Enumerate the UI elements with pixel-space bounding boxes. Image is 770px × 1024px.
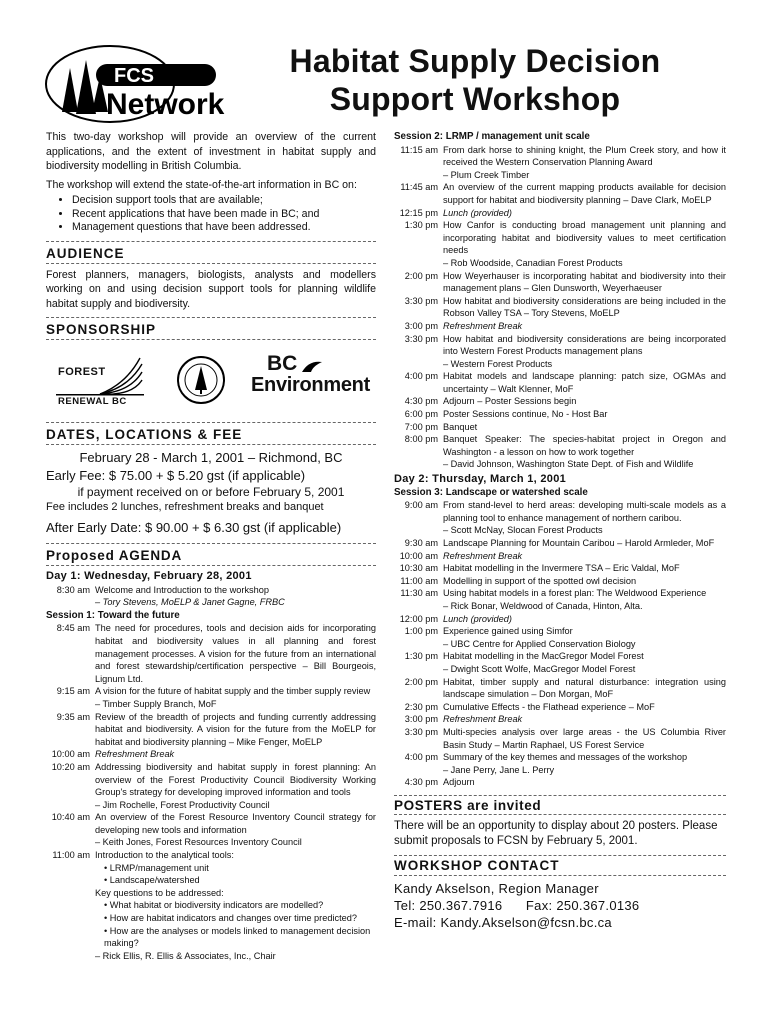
agenda-time: 1:00 pm <box>404 626 438 637</box>
intro-bullets <box>46 194 376 235</box>
agenda-row <box>394 295 726 320</box>
audience-heading: AUDIENCE <box>46 245 125 261</box>
agenda-speaker: – Keith Jones, Forest Resources Inventory Council <box>95 837 302 848</box>
agenda-text: Landscape Planning for Mountain Caribou – Harold Armleder, MoF <box>443 538 715 548</box>
agenda-speaker: – Jane Perry, Jane L. Perry <box>443 764 555 775</box>
agenda-text: From dark horse to shining knight, the Plum Creek story, and how it received the Western Conservation Planning Award <box>443 144 726 168</box>
contact-name: Kandy Akselson, Region Manager <box>394 881 599 897</box>
agenda-speaker: – Plum Creek Timber <box>443 169 530 180</box>
agenda-text: Modelling in support of the spotted owl decision <box>443 575 637 586</box>
session3-heading: Session 3: Landscape or watershed scale <box>394 486 588 498</box>
agenda-speaker: – David Johnson, Washington State Dept. of Fish and Wildlife <box>443 459 694 470</box>
dates-heading: DATES, LOCATIONS & FEE <box>46 427 243 442</box>
agenda-time: 10:00 am <box>399 550 438 561</box>
agenda-time: 2:30 pm <box>404 701 438 712</box>
agenda-speaker: – Rick Bonar, Weldwood of Canada, Hinton, Alta. <box>443 600 643 611</box>
agenda-time: 11:00 am <box>400 575 438 586</box>
sponsorship-heading: SPONSORSHIP <box>46 322 157 337</box>
posters-text: There will be an opportunity to display about 20 posters. Please submit proposals to FCSN by February 5, 2001. <box>394 820 718 848</box>
divider <box>46 565 376 566</box>
early-fee: Early Fee: $ 75.00 + $ 5.20 gst (if applicable) <box>46 468 306 483</box>
agenda-speaker: – Tory Stevens, MoELP & Janet Gagne, FRBC <box>95 597 285 608</box>
agenda-time: 1:30 pm <box>404 651 438 662</box>
fcs-network-logo <box>40 40 240 130</box>
logo-fcs-text: FCS <box>114 65 154 87</box>
agenda-text: Summary of the key themes and messages of the workshop <box>443 752 688 763</box>
agenda-row <box>394 270 726 295</box>
agenda-text: Review of the breadth of projects and funding currently addressing habitat and biodiversity. A vision for the future from the MoELP for habitat and biodiversity planning – Mike Fenger, MoELP <box>95 711 376 747</box>
agenda-time: 11:45 am <box>400 182 438 193</box>
agenda-time: 9:35 am <box>56 711 90 722</box>
agenda-row <box>46 748 376 761</box>
agenda-text: How Canfor is conducting broad management unit planning and incorporating habitat and biodiversity values to meet certification needs <box>443 220 726 256</box>
agenda-text: An overview of the Forest Resource Inventory Council strategy for developing new tools and information <box>95 812 376 835</box>
early-fee-deadline: if payment received on or before February 5, 2001 <box>77 485 345 499</box>
agenda-text: Habitat modelling in the MacGregor Model Forest <box>443 651 644 662</box>
day1-heading: Day 1: Wednesday, February 28, 2001 <box>46 570 252 582</box>
contact-heading: WORKSHOP CONTACT <box>394 858 560 874</box>
agenda-text: Using habitat models in a forest plan: The Weldwood Experience <box>443 588 707 599</box>
agenda-speaker: – Timber Supply Branch, MoF <box>95 698 217 709</box>
agenda-time: 2:00 pm <box>404 270 438 281</box>
agenda-row <box>394 613 726 626</box>
agenda-day1 <box>46 570 376 962</box>
forest-renewal-logo <box>56 354 144 406</box>
agenda-row <box>394 499 726 524</box>
agenda-text: Refreshment Break <box>443 320 523 331</box>
agenda-text: Banquet <box>443 421 478 432</box>
agenda-speaker: – Rick Ellis, R. Ellis & Associates, Inc., Chair <box>95 950 276 961</box>
agenda-speaker: – Jim Rochelle, Forest Productivity Council <box>95 799 270 810</box>
agenda-text: Habitat, timber supply and natural disturbance: integration using landscape simulation – Don Morgan, MoF <box>443 676 726 700</box>
agenda-row <box>394 433 726 458</box>
agenda-time: 9:30 am <box>404 538 438 548</box>
logo-network-text: Network <box>106 88 225 121</box>
agenda-row <box>394 676 726 701</box>
audience-text: Forest planners, managers, biologists, analysts and modellers working on and using decision support tools for planning wildlife habitat supply and biodiversity. <box>46 268 376 310</box>
renewal-bc-text: RENEWAL BC <box>58 396 127 407</box>
agenda-row <box>394 625 726 638</box>
agenda-text: Addressing biodiversity and habitat supply in forest planning: An overview of the Forest Productivity Council Biodiversity Working Group's strategy for developing improved information and tools <box>95 761 376 798</box>
dates-section <box>46 449 376 537</box>
divider <box>394 855 726 856</box>
agenda-text: Adjourn <box>443 777 475 788</box>
agenda-row <box>46 811 376 836</box>
agenda-text: Introduction to the analytical tools: <box>95 850 234 861</box>
agenda-row <box>394 650 726 663</box>
divider <box>394 795 726 796</box>
right-column <box>394 130 726 931</box>
agenda-row <box>394 587 726 600</box>
forest-text: FOREST <box>58 366 106 378</box>
divider <box>46 241 376 242</box>
fee-includes: Fee includes 2 lunches, refreshment breaks and banquet <box>46 501 324 513</box>
agenda-text: Refreshment Break <box>443 550 523 561</box>
intro-extend: The workshop will extend the state-of-the-art information in BC on: <box>46 178 357 191</box>
bc-text: BC <box>267 352 298 375</box>
agenda-text: Cumulative Effects - the Flathead experience – MoF <box>443 701 655 712</box>
agenda-row <box>394 751 726 764</box>
contact-phone: Tel: 250.367.7916 Fax: 250.367.0136 <box>394 898 640 914</box>
posters-heading: POSTERS are invited <box>394 797 542 813</box>
agenda-time: 11:00 am <box>52 850 90 861</box>
agenda-row <box>394 550 726 563</box>
agenda-row <box>394 421 726 434</box>
agenda-speaker: – UBC Centre for Applied Conservation Biology <box>443 638 636 649</box>
agenda-time: 4:00 pm <box>404 371 438 382</box>
agenda-time: 3:30 pm <box>404 295 438 306</box>
agenda-text: An overview of the current mapping products available for decision support for habitat and biodiversity planning – Dave Clark, MoELP <box>443 182 726 205</box>
agenda-speaker: – Scott McNay, Slocan Forest Products <box>443 525 603 536</box>
divider <box>394 875 726 876</box>
agenda-time: 4:30 pm <box>404 396 438 407</box>
title-line-2: Support Workshop <box>329 81 621 117</box>
agenda-row <box>46 685 376 698</box>
agenda-row <box>46 761 376 799</box>
agenda-time: 11:30 am <box>400 588 438 599</box>
page-title <box>240 42 710 118</box>
intro-bullet: • Management questions that have been addressed. <box>72 221 376 235</box>
agenda-text: Banquet Speaker: The species-habitat project in Oregon and Washington - a lesson on how to work together <box>443 434 726 457</box>
agenda-row <box>394 726 726 751</box>
agenda-text: Refreshment Break <box>443 714 523 725</box>
agenda-subitem: • LRMP/management unit <box>104 862 209 873</box>
agenda-time: 7:00 pm <box>404 421 438 432</box>
dates-location: February 28 - March 1, 2001 – Richmond, BC <box>79 450 343 465</box>
agenda-time: 10:20 am <box>51 761 90 772</box>
agenda-time: 8:30 am <box>56 584 90 595</box>
agenda-time: 3:30 pm <box>404 726 438 737</box>
agenda-row <box>394 320 726 333</box>
agenda-text: How Weyerhauser is incorporating habitat and biodiversity into their management plans – Glen Dunsworth, Weyerhaeuser <box>443 270 726 294</box>
agenda-time: 2:00 pm <box>404 676 438 687</box>
agenda-time: 3:00 pm <box>404 320 438 331</box>
agenda-row <box>394 144 726 169</box>
agenda-time: 10:30 am <box>399 563 438 574</box>
agenda-time: 1:30 pm <box>404 220 438 231</box>
agenda-row <box>394 575 726 588</box>
agenda-text: Multi-species analysis over large areas - the US Columbia River Basin Study – Martin Raphael, US Forest Service <box>443 726 726 750</box>
agenda-speaker: – Dwight Scott Wolfe, MacGregor Model Forest <box>443 663 636 674</box>
agenda-time: 9:15 am <box>56 686 90 697</box>
title-line-1: Habitat Supply Decision <box>289 43 661 79</box>
agenda-text: Lunch (provided) <box>443 613 512 624</box>
agenda-time: 9:00 am <box>404 500 438 511</box>
agenda-row <box>394 408 726 421</box>
agenda-row <box>46 584 376 597</box>
agenda-time: 4:30 pm <box>404 777 438 788</box>
agenda-text: Adjourn – Poster Sessions begin <box>443 396 577 407</box>
agenda-row <box>394 562 726 575</box>
divider <box>46 339 376 340</box>
agenda-row <box>46 622 376 685</box>
divider <box>394 814 726 815</box>
environment-text: Environment <box>251 374 370 396</box>
agenda-subitem: • How are habitat indicators and changes over time predicted? <box>104 913 357 924</box>
agenda-row <box>46 849 376 862</box>
agenda-time: 11:15 am <box>400 144 438 155</box>
agenda-time: 3:00 pm <box>404 714 438 725</box>
agenda-time: 10:40 am <box>51 812 90 823</box>
agenda-row <box>394 395 726 408</box>
agenda-text: Habitat modelling in the Invermere TSA – Eric Valdal, MoF <box>443 563 680 574</box>
intro-bullet: • Recent applications that have been made in BC; and <box>72 208 376 222</box>
agenda-text: Experience gained using Simfor <box>443 626 573 637</box>
agenda-time: 4:00 pm <box>404 752 438 763</box>
agenda-subitem: • Landscape/watershed <box>104 875 200 886</box>
agenda-text: The need for procedures, tools and decision aids for incorporating habitat and biodiversity values in all planning and forest management processes. A vision for the future from an international and forest stewardship/certification perspective – Bill Bourgeois, Lignum Ltd. <box>95 623 376 684</box>
agenda-time: 3:30 pm <box>404 333 438 344</box>
intro-bullet: • Decision support tools that are available; <box>72 194 376 208</box>
agenda-time: 12:15 pm <box>399 207 438 218</box>
contact-email[interactable]: E-mail: Kandy.Akselson@fcsn.bc.ca <box>394 915 612 931</box>
agenda-row <box>394 713 726 726</box>
divider <box>46 543 376 544</box>
left-column <box>46 130 376 962</box>
bc-environment-logo <box>251 352 371 408</box>
agenda-time: 8:00 pm <box>404 434 438 445</box>
intro-paragraph: This two-day workshop will provide an overview of the current applications, and the extent of investment in habitat supply and biodiversity modelling in British Columbia. <box>46 131 376 172</box>
agenda-row <box>394 219 726 257</box>
agenda-row <box>394 207 726 220</box>
agenda-time: 12:00 pm <box>399 613 438 624</box>
session1-heading: Session 1: Toward the future <box>46 609 180 621</box>
divider <box>46 422 376 423</box>
agenda-text: How habitat and biodiversity considerations are being incorporated into Western Forest Products management plans <box>443 333 726 357</box>
agenda-time: 10:00 am <box>51 749 90 760</box>
agenda-text: A vision for the future of habitat supply and the timber supply review <box>95 686 371 697</box>
agenda-row <box>394 701 726 714</box>
divider <box>46 263 376 264</box>
divider <box>46 317 376 318</box>
agenda-speaker: – Rob Woodside, Canadian Forest Products <box>443 257 623 268</box>
day2-heading: Day 2: Thursday, March 1, 2001 <box>394 473 567 486</box>
agenda-time: 6:00 pm <box>404 409 438 420</box>
agenda-text: Welcome and Introduction to the workshop <box>95 584 269 595</box>
agenda-text: How habitat and biodiversity considerations are being included in the Robson Valley TSA – Tory Stevens, MoELP <box>443 295 726 319</box>
agenda-subitem: • What habitat or biodiversity indicators are modelled? <box>104 900 324 911</box>
agenda-text: Poster Sessions continue, No - Host Bar <box>443 409 608 420</box>
agenda-time: 8:45 am <box>56 623 90 634</box>
divider <box>46 444 376 445</box>
agenda-text: Lunch (provided) <box>443 207 512 218</box>
agenda-speaker: – Western Forest Products <box>443 358 553 369</box>
sponsor-logos <box>46 346 376 416</box>
agenda-text: Habitat models and landscape planning: patch size, OGMAs and uncertainty – Walt Klenner, MoF <box>443 371 726 394</box>
agenda-row <box>394 537 726 550</box>
agenda-row <box>394 181 726 206</box>
agenda-row <box>394 333 726 358</box>
agenda-row <box>46 711 376 749</box>
agenda-key-questions: Key questions to be addressed: <box>95 887 224 898</box>
agenda-row <box>394 776 726 789</box>
agenda-heading: Proposed AGENDA <box>46 548 183 563</box>
agenda-text: From stand-level to herd areas: developing multi-scale models as a planning tool to enhance management of northern caribou. <box>443 500 726 523</box>
agenda-text: Refreshment Break <box>95 749 175 760</box>
seal-logo <box>176 352 226 408</box>
agenda-subitem: • How are the analyses or models linked to management decision making? <box>104 925 371 949</box>
agenda-row <box>394 370 726 395</box>
session2-heading: Session 2: LRMP / management unit scale <box>394 131 590 142</box>
after-early-fee: After Early Date: $ 90.00 + $ 6.30 gst (if applicable) <box>46 520 342 535</box>
